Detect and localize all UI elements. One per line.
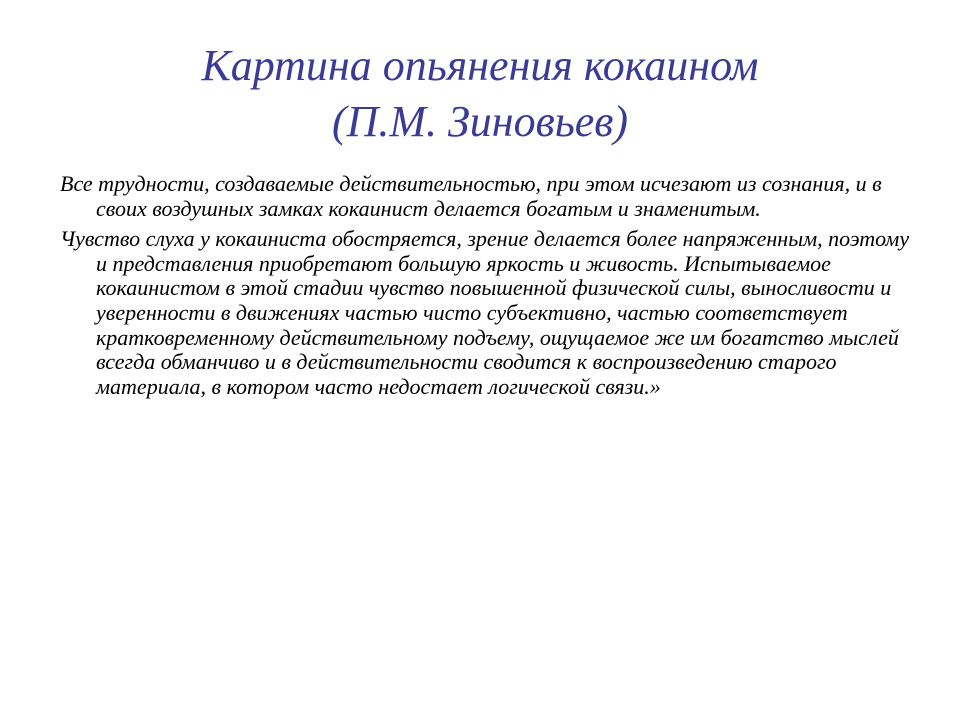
slide-title-line-2: (П.М. Зиновьев) — [331, 97, 629, 146]
slide-body — [60, 172, 910, 405]
slide-title-line-1: Картина опьянения кокаином — [201, 41, 759, 90]
paragraph-2: Чувство слуха у кокаиниста обостряется, зрение делается более напряженным, поэтому и представления приобретают большую яркость и живость. Испытываемое кокаинистом в этой стадии чувство повышенной физической силы, выносливости и уверенности в движениях частью чисто субъективно, частью соответствует кратковременному действительному подъему, ощущаемое же им богатство мыслей всегда обманчиво и в действительности сводится к воспроизведению старого материала, в котором часто недостает логической связи.» — [60, 226, 910, 399]
paragraph-1: Все трудности, создаваемые действительностью, при этом исчезают из сознания, и в своих воздушных замках кокаинист делается богатым и знаменитым. — [60, 171, 882, 221]
slide-title — [60, 38, 900, 150]
